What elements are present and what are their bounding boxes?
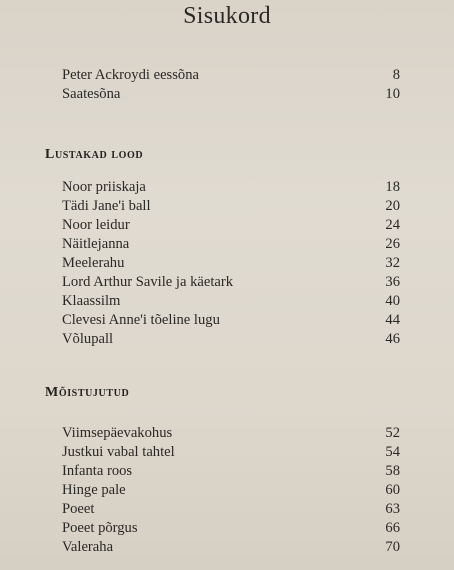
toc-entry <box>62 538 400 557</box>
toc-entry <box>62 292 400 311</box>
toc-entry-title: Viimsepäevakohus <box>62 425 173 441</box>
toc-entry-title: Infanta roos <box>62 463 133 479</box>
toc-entry <box>62 481 400 500</box>
toc-entry-page: 52 <box>385 425 400 441</box>
toc-entry-title: Tädi Jane'i ball <box>62 198 151 214</box>
toc-entry-page: 18 <box>385 179 400 195</box>
toc-entry-title: Hinge pale <box>62 482 126 498</box>
toc-entry-page: 63 <box>385 501 400 517</box>
toc-entry <box>62 330 400 349</box>
toc-entry-page: 20 <box>385 198 400 214</box>
toc-entry-title: Lord Arthur Savile ja käetark <box>62 274 234 290</box>
toc-entry <box>62 216 400 235</box>
toc-entry <box>62 254 400 273</box>
toc-entry-page: 58 <box>385 463 400 479</box>
toc-entry-title: Valeraha <box>62 539 114 555</box>
front-matter-list <box>62 66 400 104</box>
toc-entry-page: 40 <box>385 293 400 309</box>
toc-entry <box>62 462 400 481</box>
toc-entry <box>62 66 400 85</box>
toc-entry-title: Noor leidur <box>62 217 130 233</box>
toc-entry-title: Clevesi Anne'i tõeline lugu <box>62 312 220 328</box>
toc-entry-page: 10 <box>385 86 400 102</box>
toc-entry-title: Saatesõna <box>62 86 121 102</box>
toc-entry-page: 46 <box>385 331 400 347</box>
toc-entry-page: 44 <box>385 312 400 328</box>
toc-entry-page: 26 <box>385 236 400 252</box>
toc-entry <box>62 500 400 519</box>
toc-entry <box>62 519 400 538</box>
toc-entry <box>62 178 400 197</box>
toc-entry <box>62 197 400 216</box>
toc-entry-page: 32 <box>385 255 400 271</box>
toc-entry <box>62 424 400 443</box>
section-heading-moistujutud: Mõistujutud <box>45 385 130 400</box>
toc-entry-title: Klaassilm <box>62 293 121 309</box>
toc-entry-title: Meelerahu <box>62 255 125 271</box>
toc-entry-title: Näitlejanna <box>62 236 130 252</box>
toc-entry-title: Võlupall <box>62 331 114 347</box>
toc-entry-page: 54 <box>385 444 400 460</box>
section-heading-lustakad-lood: Lustakad lood <box>45 147 144 162</box>
toc-entry <box>62 235 400 254</box>
section-lustakad-lood-list <box>62 178 400 349</box>
toc-entry-title: Justkui vabal tahtel <box>62 444 175 460</box>
toc-entry <box>62 311 400 330</box>
toc-entry-title: Noor priiskaja <box>62 179 146 195</box>
toc-entry-title: Poeet põrgus <box>62 520 138 536</box>
toc-entry-page: 60 <box>385 482 400 498</box>
toc-entry <box>62 273 400 292</box>
page-title: Sisukord <box>183 3 271 29</box>
toc-entry-title: Poeet <box>62 501 95 517</box>
toc-entry-page: 24 <box>385 217 400 233</box>
toc-entry-page: 66 <box>385 520 400 536</box>
toc-entry-page: 70 <box>385 539 400 555</box>
toc-entry <box>62 443 400 462</box>
toc-entry-page: 8 <box>392 67 400 83</box>
section-moistujutud-list <box>62 424 400 557</box>
toc-entry <box>62 85 400 104</box>
toc-entry-page: 36 <box>385 274 400 290</box>
toc-entry-title: Peter Ackroydi eessõna <box>62 67 199 83</box>
